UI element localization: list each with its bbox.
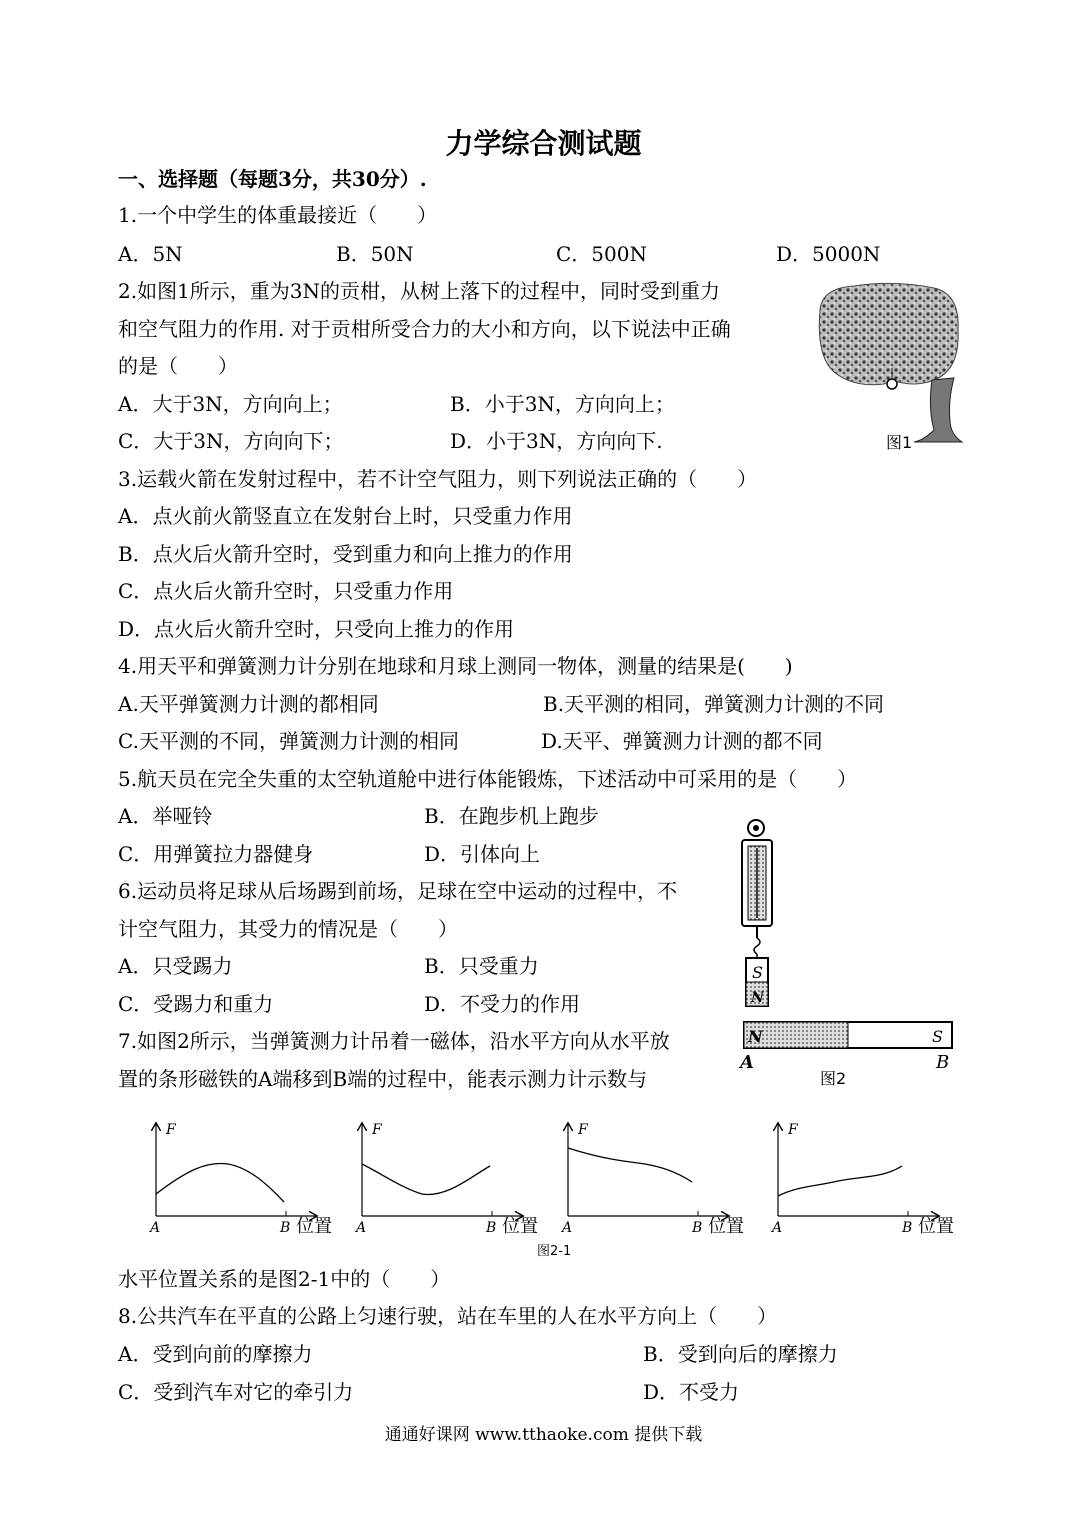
- graph-d-y-label: F: [788, 1122, 798, 1138]
- q8-stem: 8.公共汽车在平直的公路上匀速行驶，站在车里的人在水平方向上（ ）: [118, 1304, 778, 1328]
- q4-option-d: D.天平、弹簧测力计测的都不同: [541, 729, 823, 753]
- q2-option-b: B．小于3N，方向向上；: [450, 392, 675, 416]
- q6-stem-line-2: 计空气阻力，其受力的情况是（ ）: [118, 917, 458, 941]
- page-title: 力学综合测试题: [445, 127, 642, 160]
- q6-option-b: B．只受重力: [424, 954, 539, 978]
- bar-magnet-n: N: [748, 1027, 763, 1046]
- q3-option-a: A．点火前火箭竖直立在发射台上时，只受重力作用: [118, 504, 573, 528]
- q5-option-d: D．引体向上: [424, 842, 541, 866]
- q8-option-b: B．受到向后的摩擦力: [643, 1342, 838, 1366]
- q4-option-a: A.天平弹簧测力计测的都相同: [118, 692, 379, 716]
- q8-option-c: C．受到汽车对它的牵引力: [118, 1380, 354, 1404]
- figure-2-1-label: 图2-1: [537, 1244, 572, 1259]
- bar-magnet-a: A: [740, 1052, 754, 1070]
- q7-stem-line-3: 水平位置关系的是图2-1中的（ ）: [118, 1267, 451, 1291]
- graph-c: [560, 1122, 744, 1237]
- q6-option-d: D．不受力的作用: [424, 992, 581, 1016]
- q5-stem: 5.航天员在完全失重的太空轨道舱中进行体能锻炼，下述活动中可采用的是（ ）: [118, 767, 858, 791]
- graph-c-a-label: A: [562, 1220, 573, 1236]
- graph-d-curve: [778, 1166, 902, 1196]
- q2-option-d: D．小于3N，方向向下.: [450, 429, 663, 453]
- q5-option-a: A．举哑铃: [118, 804, 213, 828]
- q8-option-a: A．受到向前的摩擦力: [118, 1342, 313, 1366]
- graph-b-x-label: 位置: [502, 1216, 538, 1237]
- q1-stem: 1.一个中学生的体重最接近（ ）: [118, 203, 438, 227]
- graph-a: [148, 1122, 332, 1237]
- graph-d-x-label: 位置: [918, 1216, 954, 1237]
- graph-c-b-label: B: [692, 1220, 703, 1236]
- q5-option-c: C．用弹簧拉力器健身: [118, 842, 314, 866]
- graph-c-y-label: F: [578, 1122, 588, 1138]
- graph-d: [770, 1122, 954, 1237]
- q5-option-b: B．在跑步机上跑步: [424, 804, 599, 828]
- hanging-magnet-s: S: [752, 963, 763, 982]
- graph-a-a-label: A: [150, 1220, 161, 1236]
- q3-option-c: C．点火后火箭升空时，只受重力作用: [118, 579, 454, 603]
- q6-option-a: A．只受踢力: [118, 954, 233, 978]
- graph-c-x-label: 位置: [708, 1216, 744, 1237]
- q4-option-c: C.天平测的不同，弹簧测力计测的相同: [118, 729, 459, 753]
- q3-option-d: D．点火后火箭升空时，只受向上推力的作用: [118, 617, 515, 641]
- graph-d-b-label: B: [902, 1220, 913, 1236]
- q7-stem-line-2: 置的条形磁铁的A端移到B端的过程中，能表示测力计示数与: [118, 1067, 648, 1091]
- q4-option-b: B.天平测的相同，弹簧测力计测的不同: [543, 692, 885, 716]
- graph-b-b-label: B: [486, 1220, 497, 1236]
- q1-option-a: A．5N: [118, 242, 183, 266]
- hanging-magnet-n: N: [751, 990, 764, 1006]
- graph-d-a-label: A: [772, 1220, 783, 1236]
- q3-option-b: B．点火后火箭升空时，受到重力和向上推力的作用: [118, 542, 573, 566]
- graph-a-x-label: 位置: [296, 1216, 332, 1237]
- q2-stem-line-2: 和空气阻力的作用. 对于贡柑所受合力的大小和方向，以下说法中正确: [118, 317, 731, 341]
- q3-stem: 3.运载火箭在发射过程中，若不计空气阻力，则下列说法正确的（ ）: [118, 467, 758, 491]
- graph-a-curve: [156, 1163, 284, 1202]
- q6-stem-line-1: 6.运动员将足球从后场踢到前场，足球在空中运动的过程中，不: [118, 879, 678, 903]
- graph-b-a-label: A: [356, 1220, 367, 1236]
- q1-option-d: D．5000N: [776, 242, 881, 266]
- q6-option-c: C．受踢力和重力: [118, 992, 274, 1016]
- q8-option-d: D．不受力: [643, 1380, 740, 1404]
- graph-a-b-label: B: [280, 1220, 291, 1236]
- graph-b-y-label: F: [372, 1122, 382, 1138]
- graph-b: [354, 1122, 538, 1237]
- graph-b-curve: [362, 1164, 490, 1194]
- q2-option-c: C．大于3N，方向向下；: [118, 429, 344, 453]
- graph-c-curve: [568, 1148, 692, 1182]
- figure-2-1-graphs: [140, 1114, 970, 1238]
- figure-1-label: 图1: [886, 433, 913, 452]
- graph-a-y-label: F: [166, 1122, 176, 1138]
- q2-option-a: A．大于3N，方向向上；: [118, 392, 343, 416]
- figure-2-label: 图2: [820, 1069, 847, 1088]
- q7-stem-line-1: 7.如图2所示，当弹簧测力计吊着一磁体，沿水平方向从水平放: [118, 1029, 670, 1053]
- q2-stem-line-3: 的是（ ）: [118, 354, 238, 378]
- q2-stem-line-1: 2.如图1所示，重为3N的贡柑，从树上落下的过程中，同时受到重力: [118, 279, 721, 303]
- q1-option-b: B．50N: [336, 242, 414, 266]
- q4-stem: 4.用天平和弹簧测力计分别在地球和月球上测同一物体，测量的结果是( ): [118, 654, 793, 678]
- page-footer: 通通好课网 www.tthaoke.com 提供下载: [384, 1425, 703, 1445]
- figure-2-spring-scale: [734, 818, 962, 1070]
- q1-option-c: C．500N: [556, 242, 647, 266]
- bar-magnet-s: S: [932, 1027, 943, 1046]
- section-heading: 一、选择题（每题3分，共30分）.: [118, 167, 427, 191]
- bar-magnet-b: B: [936, 1052, 950, 1070]
